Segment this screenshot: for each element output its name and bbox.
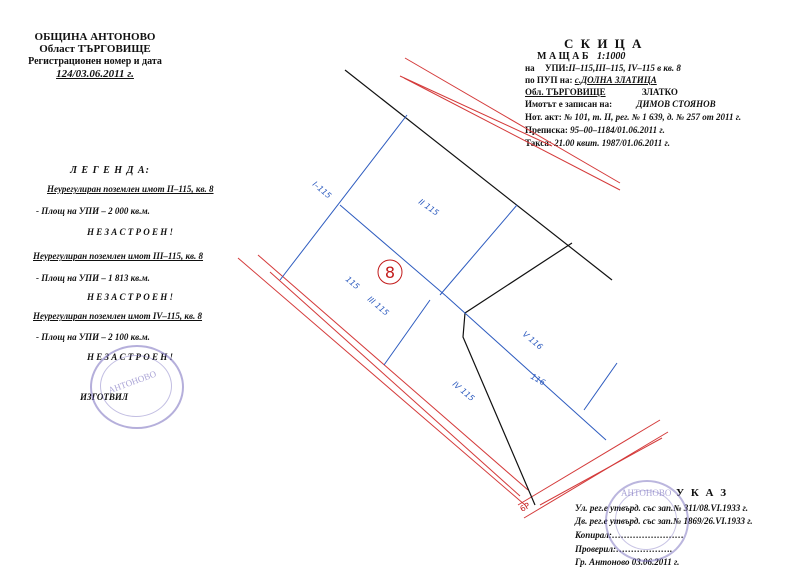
scale-value: 1:1000 [596, 51, 626, 62]
street-label: 6Р [518, 500, 532, 514]
plot-label-v-116: V 116 [520, 329, 545, 352]
property-boundaries [345, 70, 612, 505]
upi-label: УПИ: [544, 63, 569, 73]
upper-street-lines [400, 58, 620, 190]
municipality-name: ОБЩИНА АНТОНОВО [34, 31, 156, 43]
legend-item-1-title: Неурегулиран поземлен имот II–115, кв. 8 [47, 184, 214, 194]
owner-value: ДИМОВ СТОЯНОВ [636, 99, 716, 109]
decree-street: Ул. рег.е утвърд. със зап.№ 311/08.VI.1933 г. [575, 503, 748, 513]
legend-item-2-status: Н Е З А С Т Р О Е Н ! [86, 292, 174, 302]
plot-label-116: 116 [529, 371, 547, 388]
owner-label: Имотът е записан на: [525, 99, 613, 109]
legend-item-3-area: - Площ на УПИ – 2 100 кв.м. [36, 332, 150, 342]
block-number: 8 [384, 263, 396, 282]
stamp-left-text: АНТОНОВО [106, 368, 158, 396]
made-by-label: ИЗГОТВИЛ [80, 392, 129, 402]
plot-label-ii-115: II 115 [416, 197, 441, 218]
fee-label: Такса: [525, 138, 552, 148]
plot-label-115: 115 [343, 274, 362, 292]
legend-item-3-title: Неурегулиран поземлен имот IV–115, кв. 8 [33, 311, 203, 321]
legend-item-1-status: Н Е З А С Т Р О Е Н ! [86, 227, 174, 237]
transcript-label: Преписка: [525, 125, 568, 135]
official-stamp-left [90, 345, 184, 429]
scale-label: М А Щ А Б [537, 51, 589, 62]
official-stamp-right [605, 480, 689, 562]
stamp-right-text: АНТОНОВО [621, 488, 672, 498]
plot-label-i-115: I–115 [310, 179, 334, 201]
pup-label: по ПУП на: [525, 75, 573, 85]
upi-prefix: на [525, 63, 535, 73]
legend-item-2-title: Неурегулиран поземлен имот III–115, кв. 8 [33, 251, 204, 261]
pup-value: с.ДОЛНА ЗЛАТИЦА [574, 75, 657, 85]
stamp-inner-ring [615, 490, 677, 550]
region-label: Обл. ТЪРГОВИЩЕ [525, 87, 606, 97]
legend-title: Л Е Г Е Н Д А: [70, 165, 150, 176]
plot-label-iv-115: IV 115 [450, 379, 477, 404]
legend-item-2-area: - Площ на УПИ – 1 813 кв.м. [36, 273, 150, 283]
plot-lines [280, 115, 617, 440]
decree-checked: Проверил:………………. [575, 544, 673, 554]
registration-label: Регистрационен номер и дата [28, 56, 162, 67]
plot-label-iii-115: III 115 [365, 294, 391, 318]
registration-value: 124/03.06.2011 г. [56, 68, 134, 80]
decree-yard: Дв. рег.е утвърд. със зап.№ 1869/26.VI.1933 г. [575, 516, 753, 526]
region-name: Област ТЪРГОВИЩЕ [39, 43, 151, 55]
notary-value: № 101, т. II, рег. № 1 639, д. № 257 от 2011 г. [563, 112, 742, 122]
legend-item-3-status: Н Е З А С Т Р О Е Н ! [86, 352, 174, 362]
decree-copied: Копирал:…………………… [575, 530, 684, 540]
decree-title: У К А З [676, 487, 729, 499]
upi-value: II–115,III–115, IV–115 в кв. 8 [568, 63, 681, 73]
fee-value: 21.00 квит. 1987/01.06.2011 г. [554, 138, 670, 148]
region-value: ЗЛАТКО [641, 87, 678, 97]
legend-item-1-area: - Площ на УПИ – 2 000 кв.м. [36, 206, 150, 216]
transcript-value: 95–00–1184/01.06.2011 г. [570, 125, 665, 135]
notary-label: Нот. акт: [525, 112, 562, 122]
decree-city-date: Гр. Антоново 03.06.2011 г. [575, 557, 680, 567]
sketch-title: С К И Ц А [564, 36, 644, 51]
lower-street-lines [238, 255, 528, 505]
